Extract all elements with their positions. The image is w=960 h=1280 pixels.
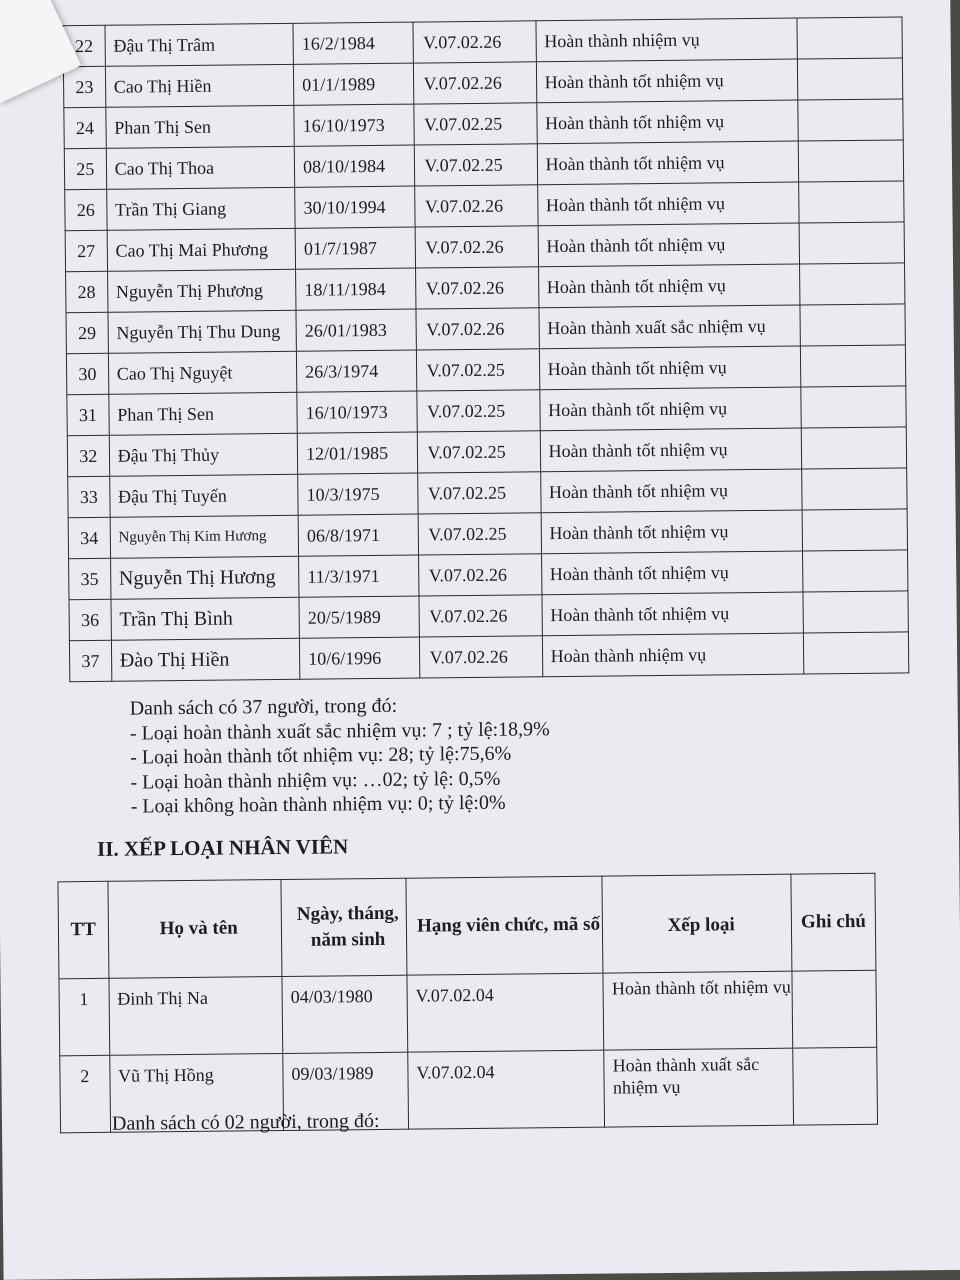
rating: Hoàn thành tốt nhiệm vụ (536, 100, 798, 144)
rating: Hoàn thành tốt nhiệm vụ (539, 387, 801, 431)
rank-code: V.07.02.26 (419, 636, 543, 678)
rank-code: V.07.02.26 (415, 308, 539, 350)
full-name: Nguyễn Thị Phương (107, 269, 296, 312)
rating: Hoàn thành xuất sắc nhiệm vụ (539, 305, 801, 349)
row-number: 25 (64, 148, 106, 189)
date-of-birth: 16/10/1973 (294, 104, 414, 146)
rating: Hoàn thành nhiệm vụ (536, 18, 798, 62)
header-note: Ghi chú (791, 873, 876, 971)
date-of-birth: 11/3/1971 (299, 555, 419, 597)
note-cell (800, 304, 906, 346)
employee-rating-table (57, 873, 878, 1134)
summary-line: - Loại không hoàn thành nhiệm vụ: 0; tỷ lệ:0% (130, 791, 506, 818)
rank-code: V.07.02.25 (418, 513, 542, 555)
date-of-birth: 20/5/1989 (299, 596, 419, 638)
note-cell (803, 591, 909, 633)
summary-intro-2: Danh sách có 02 người, trong đó: (111, 1109, 380, 1135)
date-of-birth: 04/03/1980 (282, 975, 408, 1053)
rank-code: V.07.02.26 (418, 595, 542, 637)
rating: Hoàn thành tốt nhiệm vụ (540, 469, 802, 513)
rating: Hoàn thành tốt nhiệm vụ (541, 510, 803, 554)
note-cell (799, 263, 905, 305)
date-of-birth: 08/10/1984 (294, 145, 414, 187)
header-dob: Ngày, tháng, năm sinh (281, 878, 407, 976)
date-of-birth: 18/11/1984 (296, 268, 416, 310)
summary-line: - Loại hoàn thành xuất sắc nhiệm vụ: 7 ; tỷ lệ:18,9% (129, 717, 550, 745)
table-row (69, 632, 908, 682)
note-cell (798, 140, 904, 182)
rating: Hoàn thành tốt nhiệm vụ (603, 971, 793, 1050)
rank-code: V.07.02.25 (413, 103, 537, 145)
full-name: Trần Thị Bình (111, 597, 300, 640)
rating: Hoàn thành tốt nhiệm vụ (540, 428, 802, 472)
header-name: Họ và tên (108, 880, 282, 979)
full-name: Đậu Thị Trâm (105, 23, 294, 66)
row-number: 24 (64, 107, 106, 148)
full-name: Nguyễn Thị Kim Hương (110, 515, 299, 558)
row-number: 2 (60, 1055, 110, 1133)
rating: Hoàn thành tốt nhiệm vụ (538, 223, 800, 267)
date-of-birth: 09/03/1989 (283, 1052, 409, 1130)
full-name: Cao Thị Nguyệt (108, 351, 297, 394)
date-of-birth: 06/8/1971 (298, 514, 418, 556)
row-number: 22 (63, 25, 105, 66)
row-number: 32 (67, 435, 109, 476)
rating: Hoàn thành tốt nhiệm vụ (537, 141, 799, 185)
rating: Hoàn thành nhiệm vụ (542, 633, 804, 677)
note-cell (792, 970, 877, 1048)
note-cell (797, 58, 903, 100)
rank-code: V.07.02.26 (414, 185, 538, 227)
note-cell (800, 345, 906, 387)
row-number: 26 (65, 189, 107, 230)
row-number: 27 (65, 230, 107, 271)
rank-code: V.07.02.26 (415, 267, 539, 309)
note-cell (798, 99, 904, 141)
date-of-birth: 26/01/1983 (296, 309, 416, 351)
date-of-birth: 16/10/1973 (297, 391, 417, 433)
row-number: 28 (66, 271, 108, 312)
full-name: Cao Thị Hiền (105, 64, 294, 107)
full-name: Đinh Thị Na (109, 976, 283, 1055)
staff-rating-table (62, 16, 909, 682)
note-cell (799, 181, 905, 223)
row-number: 33 (68, 476, 110, 517)
full-name: Phan Thị Sen (109, 392, 298, 435)
date-of-birth: 16/2/1984 (293, 22, 413, 64)
rank-code: V.07.02.26 (418, 554, 542, 596)
full-name: Đậu Thị Tuyến (109, 474, 298, 517)
row-number: 31 (67, 394, 109, 435)
note-cell (801, 427, 907, 469)
rating: Hoàn thành tốt nhiệm vụ (539, 346, 801, 390)
rating: Hoàn thành tốt nhiệm vụ (538, 264, 800, 308)
full-name: Phan Thị Sen (106, 105, 295, 148)
note-cell (802, 468, 908, 510)
rank-code: V.07.02.26 (412, 21, 536, 63)
row-number: 23 (63, 66, 105, 107)
date-of-birth: 01/7/1987 (295, 227, 415, 269)
rank-code: V.07.02.25 (417, 472, 541, 514)
note-cell (799, 222, 905, 264)
rank-code: V.07.02.25 (414, 144, 538, 186)
rank-code: V.07.02.25 (416, 390, 540, 432)
rank-code: V.07.02.04 (408, 1050, 605, 1129)
row-number: 1 (59, 978, 109, 1056)
full-name: Đào Thị Hiền (111, 638, 300, 681)
header-code: Hạng viên chức, mã số (406, 876, 603, 975)
summary-line: - Loại hoàn thành tốt nhiệm vụ: 28; tỷ lệ:75,6% (130, 742, 512, 769)
note-cell (793, 1047, 878, 1125)
date-of-birth: 10/3/1975 (298, 473, 418, 515)
section-title: II. XẾP LOẠI NHÂN VIÊN (96, 834, 349, 861)
note-cell (802, 550, 908, 592)
row-number: 29 (66, 312, 108, 353)
date-of-birth: 12/01/1985 (297, 432, 417, 474)
rank-code: V.07.02.25 (417, 431, 541, 473)
row-number: 30 (66, 353, 108, 394)
row-number: 36 (69, 599, 111, 640)
row-number: 34 (68, 517, 110, 558)
summary-intro: Danh sách có 37 người, trong đó: (129, 694, 398, 720)
table-header-row (58, 873, 876, 979)
row-number: 37 (69, 640, 111, 681)
header-rank: Xếp loại (602, 874, 792, 973)
rating: Hoàn thành tốt nhiệm vụ (542, 592, 804, 636)
full-name: Vũ Thị Hồng (109, 1053, 283, 1132)
note-cell (803, 632, 909, 674)
header-tt: TT (58, 881, 109, 979)
note-cell (797, 17, 903, 59)
date-of-birth: 26/3/1974 (297, 350, 417, 392)
table-row (59, 970, 877, 1056)
full-name: Nguyễn Thị Thu Dung (108, 310, 297, 353)
rank-code: V.07.02.04 (407, 973, 604, 1052)
note-cell (801, 386, 907, 428)
rating: Hoàn thành tốt nhiệm vụ (536, 59, 798, 103)
summary-block (130, 692, 551, 819)
row-number: 35 (69, 558, 111, 599)
date-of-birth: 01/1/1989 (294, 63, 414, 105)
rating: Hoàn thành xuất sắc nhiệm vụ (604, 1048, 794, 1127)
rating: Hoàn thành tốt nhiệm vụ (537, 182, 799, 226)
date-of-birth: 10/6/1996 (300, 637, 420, 679)
date-of-birth: 30/10/1994 (295, 186, 415, 228)
full-name: Cao Thị Mai Phương (107, 228, 296, 271)
full-name: Trần Thị Giang (106, 187, 295, 230)
rank-code: V.07.02.25 (416, 349, 540, 391)
full-name: Nguyễn Thị Hương (110, 556, 299, 599)
summary-line: - Loại hoàn thành nhiệm vụ: …02; tỷ lệ: 0,5% (130, 767, 501, 794)
rank-code: V.07.02.26 (413, 62, 537, 104)
full-name: Cao Thị Thoa (106, 146, 295, 189)
note-cell (802, 509, 908, 551)
rank-code: V.07.02.26 (415, 226, 539, 268)
rating: Hoàn thành tốt nhiệm vụ (541, 551, 803, 595)
full-name: Đậu Thị Thủy (109, 433, 298, 476)
